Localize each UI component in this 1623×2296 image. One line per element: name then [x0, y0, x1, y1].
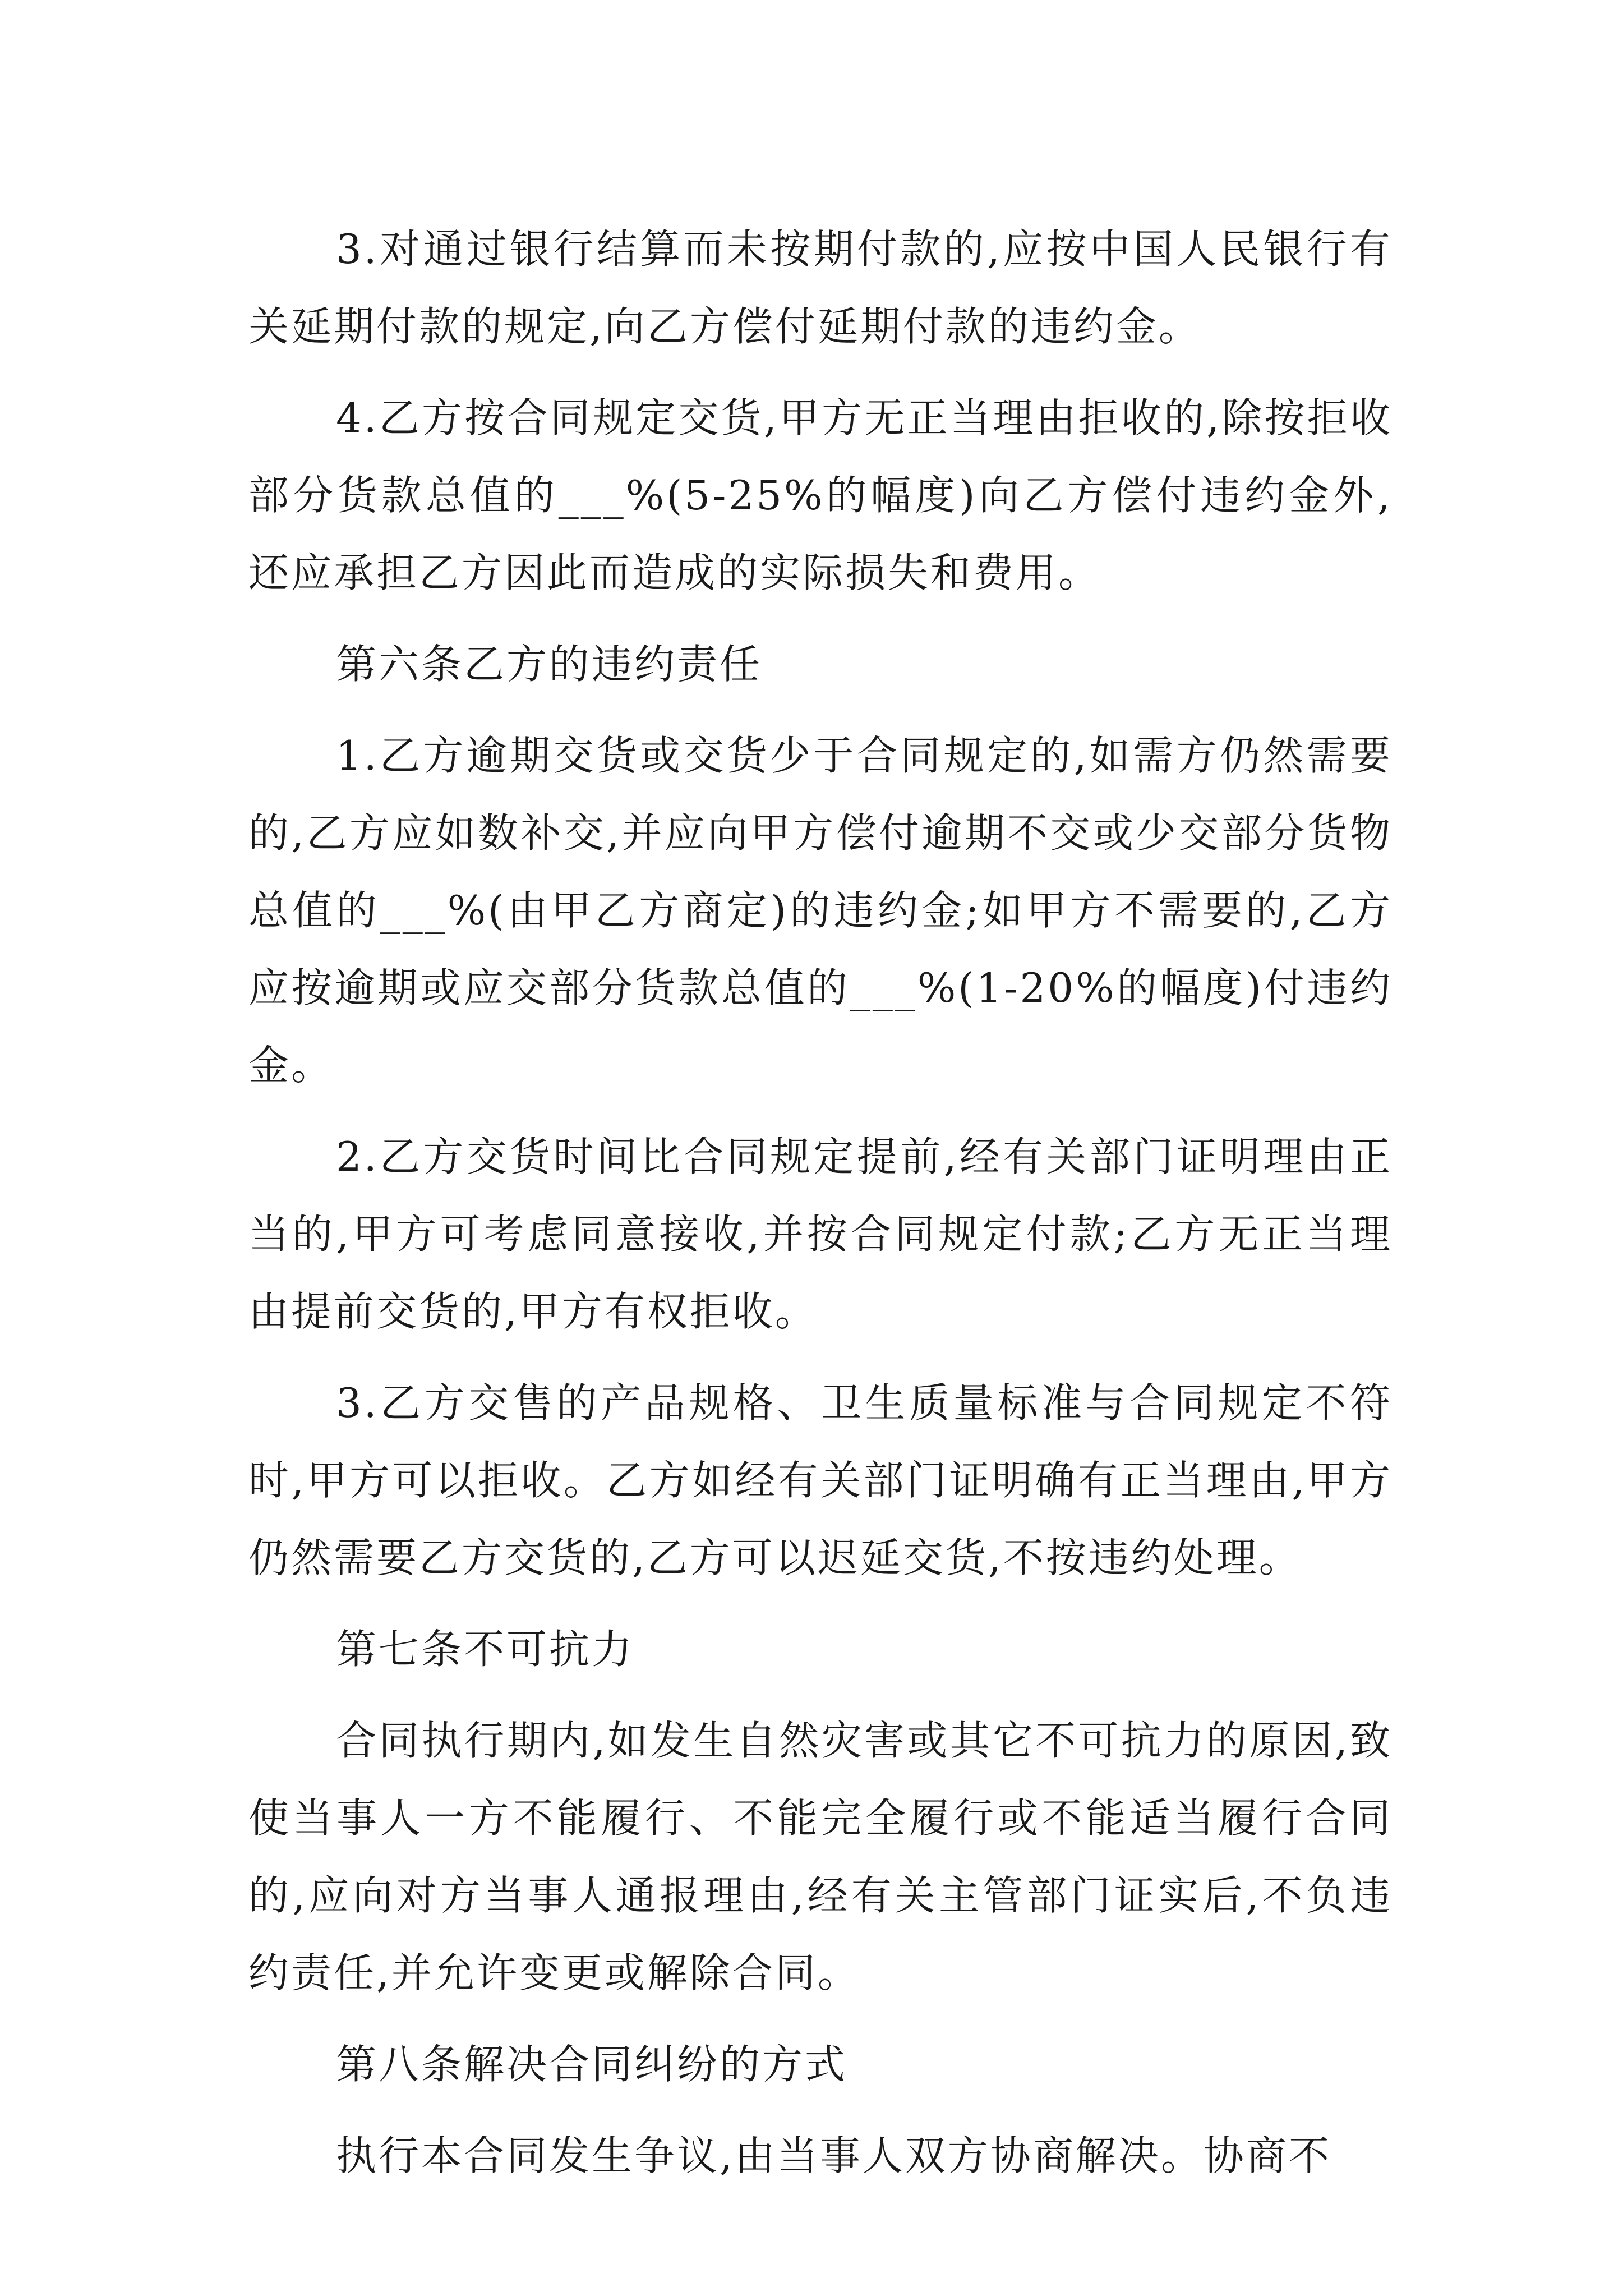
document-body	[248, 210, 1393, 2208]
clause-6-item-1: 1.乙方逾期交货或交货少于合同规定的,如需方仍然需要的,乙方应如数补交,并应向甲方偿付逾期不交或少交部分货物总值的___%(由甲乙方商定)的违约金;如甲方不需要的,乙方应按逾期或应交部分货款总值的___%(1-20%的幅度)付违约金。	[248, 732, 1393, 1089]
clause-6-heading: 第六条乙方的违约责任	[336, 641, 763, 688]
clause-8-heading: 第八条解决合同纠纷的方式	[336, 2041, 848, 2088]
clause-8-body: 执行本合同发生争议,由当事人双方协商解决。协商不	[336, 2132, 1331, 2179]
clause-6-item-3: 3.乙方交售的产品规格、卫生质量标准与合同规定不符时,甲方可以拒收。乙方如经有关部门证明确有正当理由,甲方仍然需要乙方交货的,乙方可以迟延交货,不按违约处理。	[248, 1379, 1393, 1581]
clause-7-body: 合同执行期内,如发生自然灾害或其它不可抗力的原因,致使当事人一方不能履行、不能完全履行或不能适当履行合同的,应向对方当事人通报理由,经有关主管部门证实后,不负违约责任,并允许变更或解除合同。	[248, 1717, 1393, 1996]
clause-5-item-4: 4.乙方按合同规定交货,甲方无正当理由拒收的,除按拒收部分货款总值的___%(5-25%的幅度)向乙方偿付违约金外,还应承担乙方因此而造成的实际损失和费用。	[248, 394, 1393, 596]
clause-7-heading: 第七条不可抗力	[336, 1626, 635, 1673]
clause-5-item-3: 3.对通过银行结算而未按期付款的,应按中国人民银行有关延期付款的规定,向乙方偿付延期付款的违约金。	[248, 226, 1393, 350]
clause-6-item-2: 2.乙方交货时间比合同规定提前,经有关部门证明理由正当的,甲方可考虑同意接收,并按合同规定付款;乙方无正当理由提前交货的,甲方有权拒收。	[248, 1133, 1393, 1335]
